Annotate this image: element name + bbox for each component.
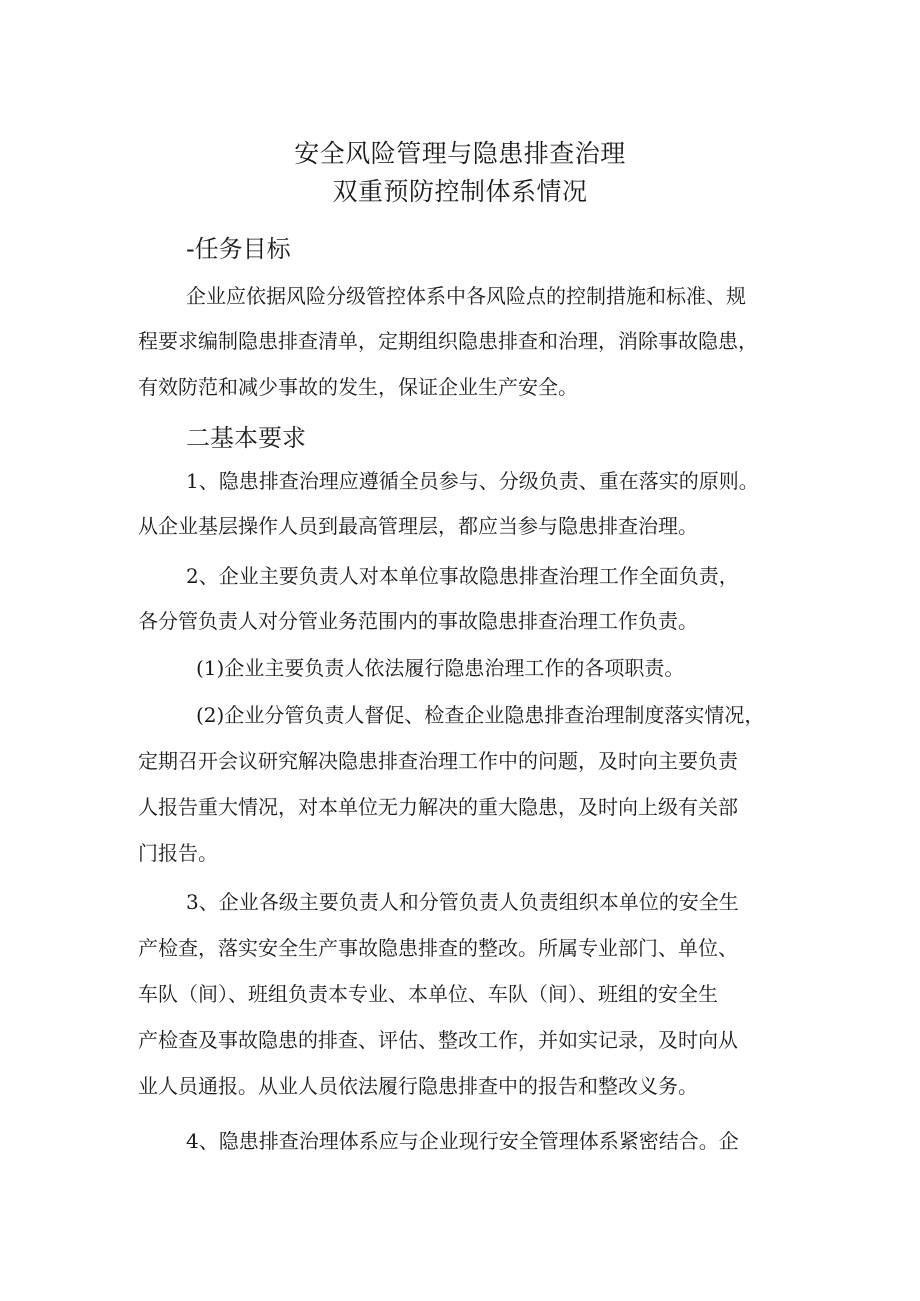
paragraph-line: 4、隐患排查治理体系应与企业现行安全管理体系紧密结合。企 xyxy=(186,1129,739,1153)
paragraph-line: 从企业基层操作人员到最高管理层，都应当参与隐患排查治理。 xyxy=(138,514,698,538)
paragraph-line: 企业应依据风险分级管控体系中各风险点的控制措施和标准、规 xyxy=(186,284,746,308)
section-heading-task-goal: -任务目标 xyxy=(186,235,291,263)
paragraph-line: 定期召开会议研究解决隐患排查治理工作中的问题，及时向主要负责 xyxy=(138,749,738,773)
paragraph-line: 程要求编制隐患排查清单，定期组织隐患排查和治理，消除事故隐患， xyxy=(138,329,758,353)
paragraph-line: 产检查，落实安全生产事故隐患排查的整改。所属专业部门、单位、 xyxy=(138,936,738,960)
paragraph-line: (1)企业主要负责人依法履行隐患治理工作的各项职责。 xyxy=(196,656,685,680)
paragraph-line: 人报告重大情况，对本单位无力解决的重大隐患，及时向上级有关部 xyxy=(138,795,738,819)
paragraph-line: 各分管负责人对分管业务范围内的事故隐患排查治理工作负责。 xyxy=(138,609,698,633)
paragraph-line: 门报告。 xyxy=(138,841,218,865)
paragraph-line: 车队（间）、班组负责本专业、本单位、车队（间）、班组的安全生 xyxy=(138,982,718,1006)
paragraph-line: 1、隐患排查治理应遵循全员参与、分级负责、重在落实的原则。 xyxy=(186,469,759,493)
paragraph-line: 产检查及事故隐患的排查、评估、整改工作，并如实记录，及时向从 xyxy=(138,1028,738,1052)
paragraph-line: 业人员通报。从业人员依法履行隐患排查中的报告和整改义务。 xyxy=(138,1074,698,1098)
paragraph-line: (2)企业分管负责人督促、检查企业隐患排查治理制度落实情况， xyxy=(196,703,765,727)
section-heading-basic-requirements: 二基本要求 xyxy=(186,424,306,452)
document-title-line-2: 双重预防控制体系情况 xyxy=(332,177,588,206)
paragraph-line: 3、企业各级主要负责人和分管负责人负责组织本单位的安全生 xyxy=(186,890,739,914)
document-title-line-1: 安全风险管理与隐患排查治理 xyxy=(294,139,626,168)
paragraph-line: 2、企业主要负责人对本单位事故隐患排查治理工作全面负责， xyxy=(186,564,739,588)
paragraph-line: 有效防范和减少事故的发生，保证企业生产安全。 xyxy=(138,375,578,399)
